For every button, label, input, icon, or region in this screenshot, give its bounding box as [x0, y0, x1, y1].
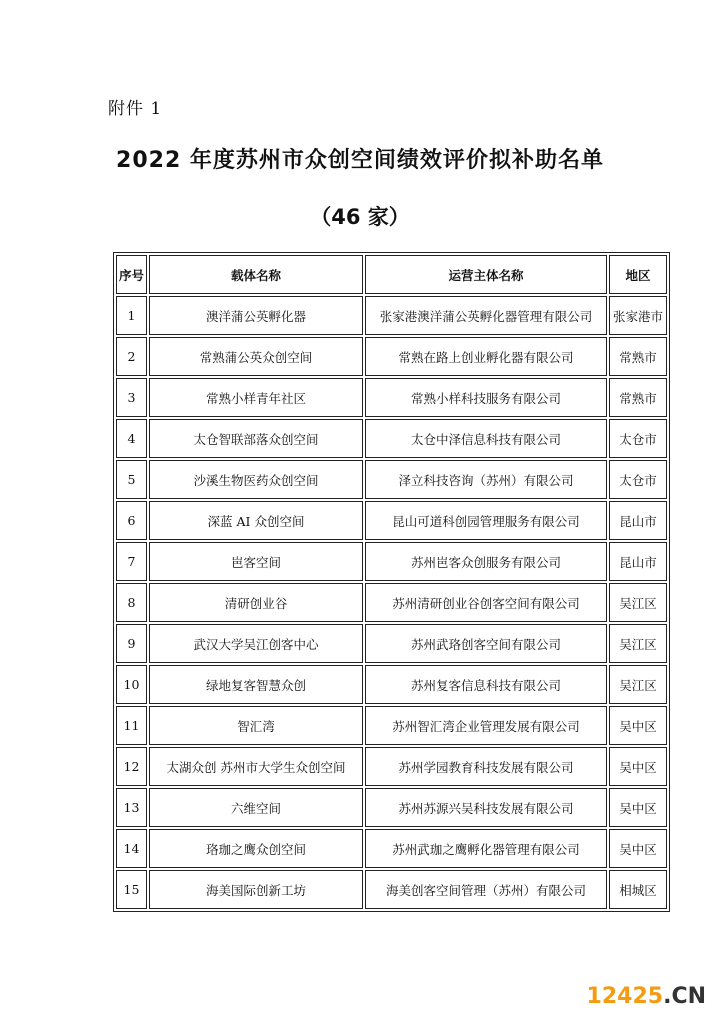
- table-row: [116, 542, 667, 581]
- cell-operator-name: 苏州复客信息科技有限公司: [365, 665, 607, 704]
- cell-carrier-name: 绿地复客智慧众创: [149, 665, 363, 704]
- table-row: [116, 337, 667, 376]
- cell-carrier-name: 常熟蒲公英众创空间: [149, 337, 363, 376]
- watermark-dot: .: [663, 984, 672, 1009]
- cell-index: 2: [116, 337, 147, 376]
- cell-region: 吴江区: [609, 624, 667, 663]
- cell-index: 9: [116, 624, 147, 663]
- table-row: [116, 788, 667, 827]
- table-row: [116, 870, 667, 909]
- cell-operator-name: 苏州岜客众创服务有限公司: [365, 542, 607, 581]
- cell-index: 1: [116, 296, 147, 335]
- watermark-number: 12425: [586, 984, 664, 1009]
- cell-carrier-name: 太湖众创 苏州市大学生众创空间: [149, 747, 363, 786]
- header-carrier-name: 载体名称: [149, 255, 363, 294]
- attachment-label: 附件 1: [108, 99, 163, 119]
- cell-region: 吴中区: [609, 747, 667, 786]
- cell-region: 相城区: [609, 870, 667, 909]
- cell-region: 昆山市: [609, 542, 667, 581]
- cell-region: 吴中区: [609, 829, 667, 868]
- table-row: [116, 665, 667, 704]
- table-row: [116, 747, 667, 786]
- cell-carrier-name: 珞珈之鹰众创空间: [149, 829, 363, 868]
- cell-operator-name: 泽立科技咨询（苏州）有限公司: [365, 460, 607, 499]
- cell-operator-name: 苏州武珈之鹰孵化器管理有限公司: [365, 829, 607, 868]
- cell-operator-name: 常熟小样科技服务有限公司: [365, 378, 607, 417]
- cell-carrier-name: 常熟小样青年社区: [149, 378, 363, 417]
- table-row: [116, 583, 667, 622]
- cell-index: 6: [116, 501, 147, 540]
- cell-region: 吴中区: [609, 788, 667, 827]
- cell-operator-name: 常熟在路上创业孵化器有限公司: [365, 337, 607, 376]
- document-subtitle: （46 家）: [310, 205, 410, 229]
- cell-region: 太仓市: [609, 419, 667, 458]
- cell-operator-name: 苏州武珞创客空间有限公司: [365, 624, 607, 663]
- cell-carrier-name: 六维空间: [149, 788, 363, 827]
- table-row: [116, 829, 667, 868]
- table-header-row: [116, 255, 667, 294]
- site-watermark: [587, 984, 706, 1009]
- table-row: [116, 706, 667, 745]
- cell-carrier-name: 武汉大学吴江创客中心: [149, 624, 363, 663]
- cell-region: 太仓市: [609, 460, 667, 499]
- cell-index: 11: [116, 706, 147, 745]
- cell-carrier-name: 清研创业谷: [149, 583, 363, 622]
- cell-carrier-name: 海美国际创新工坊: [149, 870, 363, 909]
- cell-operator-name: 苏州苏源兴吴科技发展有限公司: [365, 788, 607, 827]
- cell-region: 吴中区: [609, 706, 667, 745]
- cell-index: 7: [116, 542, 147, 581]
- cell-region: 昆山市: [609, 501, 667, 540]
- cell-operator-name: 海美创客空间管理（苏州）有限公司: [365, 870, 607, 909]
- header-index: 序号: [116, 255, 147, 294]
- cell-index: 10: [116, 665, 147, 704]
- cell-index: 12: [116, 747, 147, 786]
- cell-carrier-name: 太仓智联部落众创空间: [149, 419, 363, 458]
- table-row: [116, 419, 667, 458]
- cell-index: 15: [116, 870, 147, 909]
- header-operator-name: 运营主体名称: [365, 255, 607, 294]
- cell-region: 常熟市: [609, 378, 667, 417]
- cell-index: 13: [116, 788, 147, 827]
- table-row: [116, 624, 667, 663]
- cell-region: 常熟市: [609, 337, 667, 376]
- cell-index: 14: [116, 829, 147, 868]
- cell-carrier-name: 澳洋蒲公英孵化器: [149, 296, 363, 335]
- cell-operator-name: 苏州清研创业谷创客空间有限公司: [365, 583, 607, 622]
- document-title: 2022 年度苏州市众创空间绩效评价拟补助名单: [116, 148, 604, 173]
- cell-operator-name: 苏州智汇湾企业管理发展有限公司: [365, 706, 607, 745]
- cell-index: 4: [116, 419, 147, 458]
- cell-index: 3: [116, 378, 147, 417]
- cell-carrier-name: 岜客空间: [149, 542, 363, 581]
- cell-carrier-name: 沙溪生物医药众创空间: [149, 460, 363, 499]
- header-region: 地区: [609, 255, 667, 294]
- cell-index: 5: [116, 460, 147, 499]
- table-row: [116, 378, 667, 417]
- cell-operator-name: 昆山可道科创园管理服务有限公司: [365, 501, 607, 540]
- cell-carrier-name: 深蓝 AI 众创空间: [149, 501, 363, 540]
- cell-region: 张家港市: [609, 296, 667, 335]
- cell-region: 吴江区: [609, 665, 667, 704]
- table-row: [116, 460, 667, 499]
- cell-region: 吴江区: [609, 583, 667, 622]
- watermark-suffix: CN: [671, 984, 706, 1009]
- subsidy-list-table: [113, 252, 670, 912]
- table-row: [116, 296, 667, 335]
- cell-carrier-name: 智汇湾: [149, 706, 363, 745]
- cell-operator-name: 苏州学园教育科技发展有限公司: [365, 747, 607, 786]
- table-row: [116, 501, 667, 540]
- cell-operator-name: 太仓中泽信息科技有限公司: [365, 419, 607, 458]
- cell-index: 8: [116, 583, 147, 622]
- cell-operator-name: 张家港澳洋蒲公英孵化器管理有限公司: [365, 296, 607, 335]
